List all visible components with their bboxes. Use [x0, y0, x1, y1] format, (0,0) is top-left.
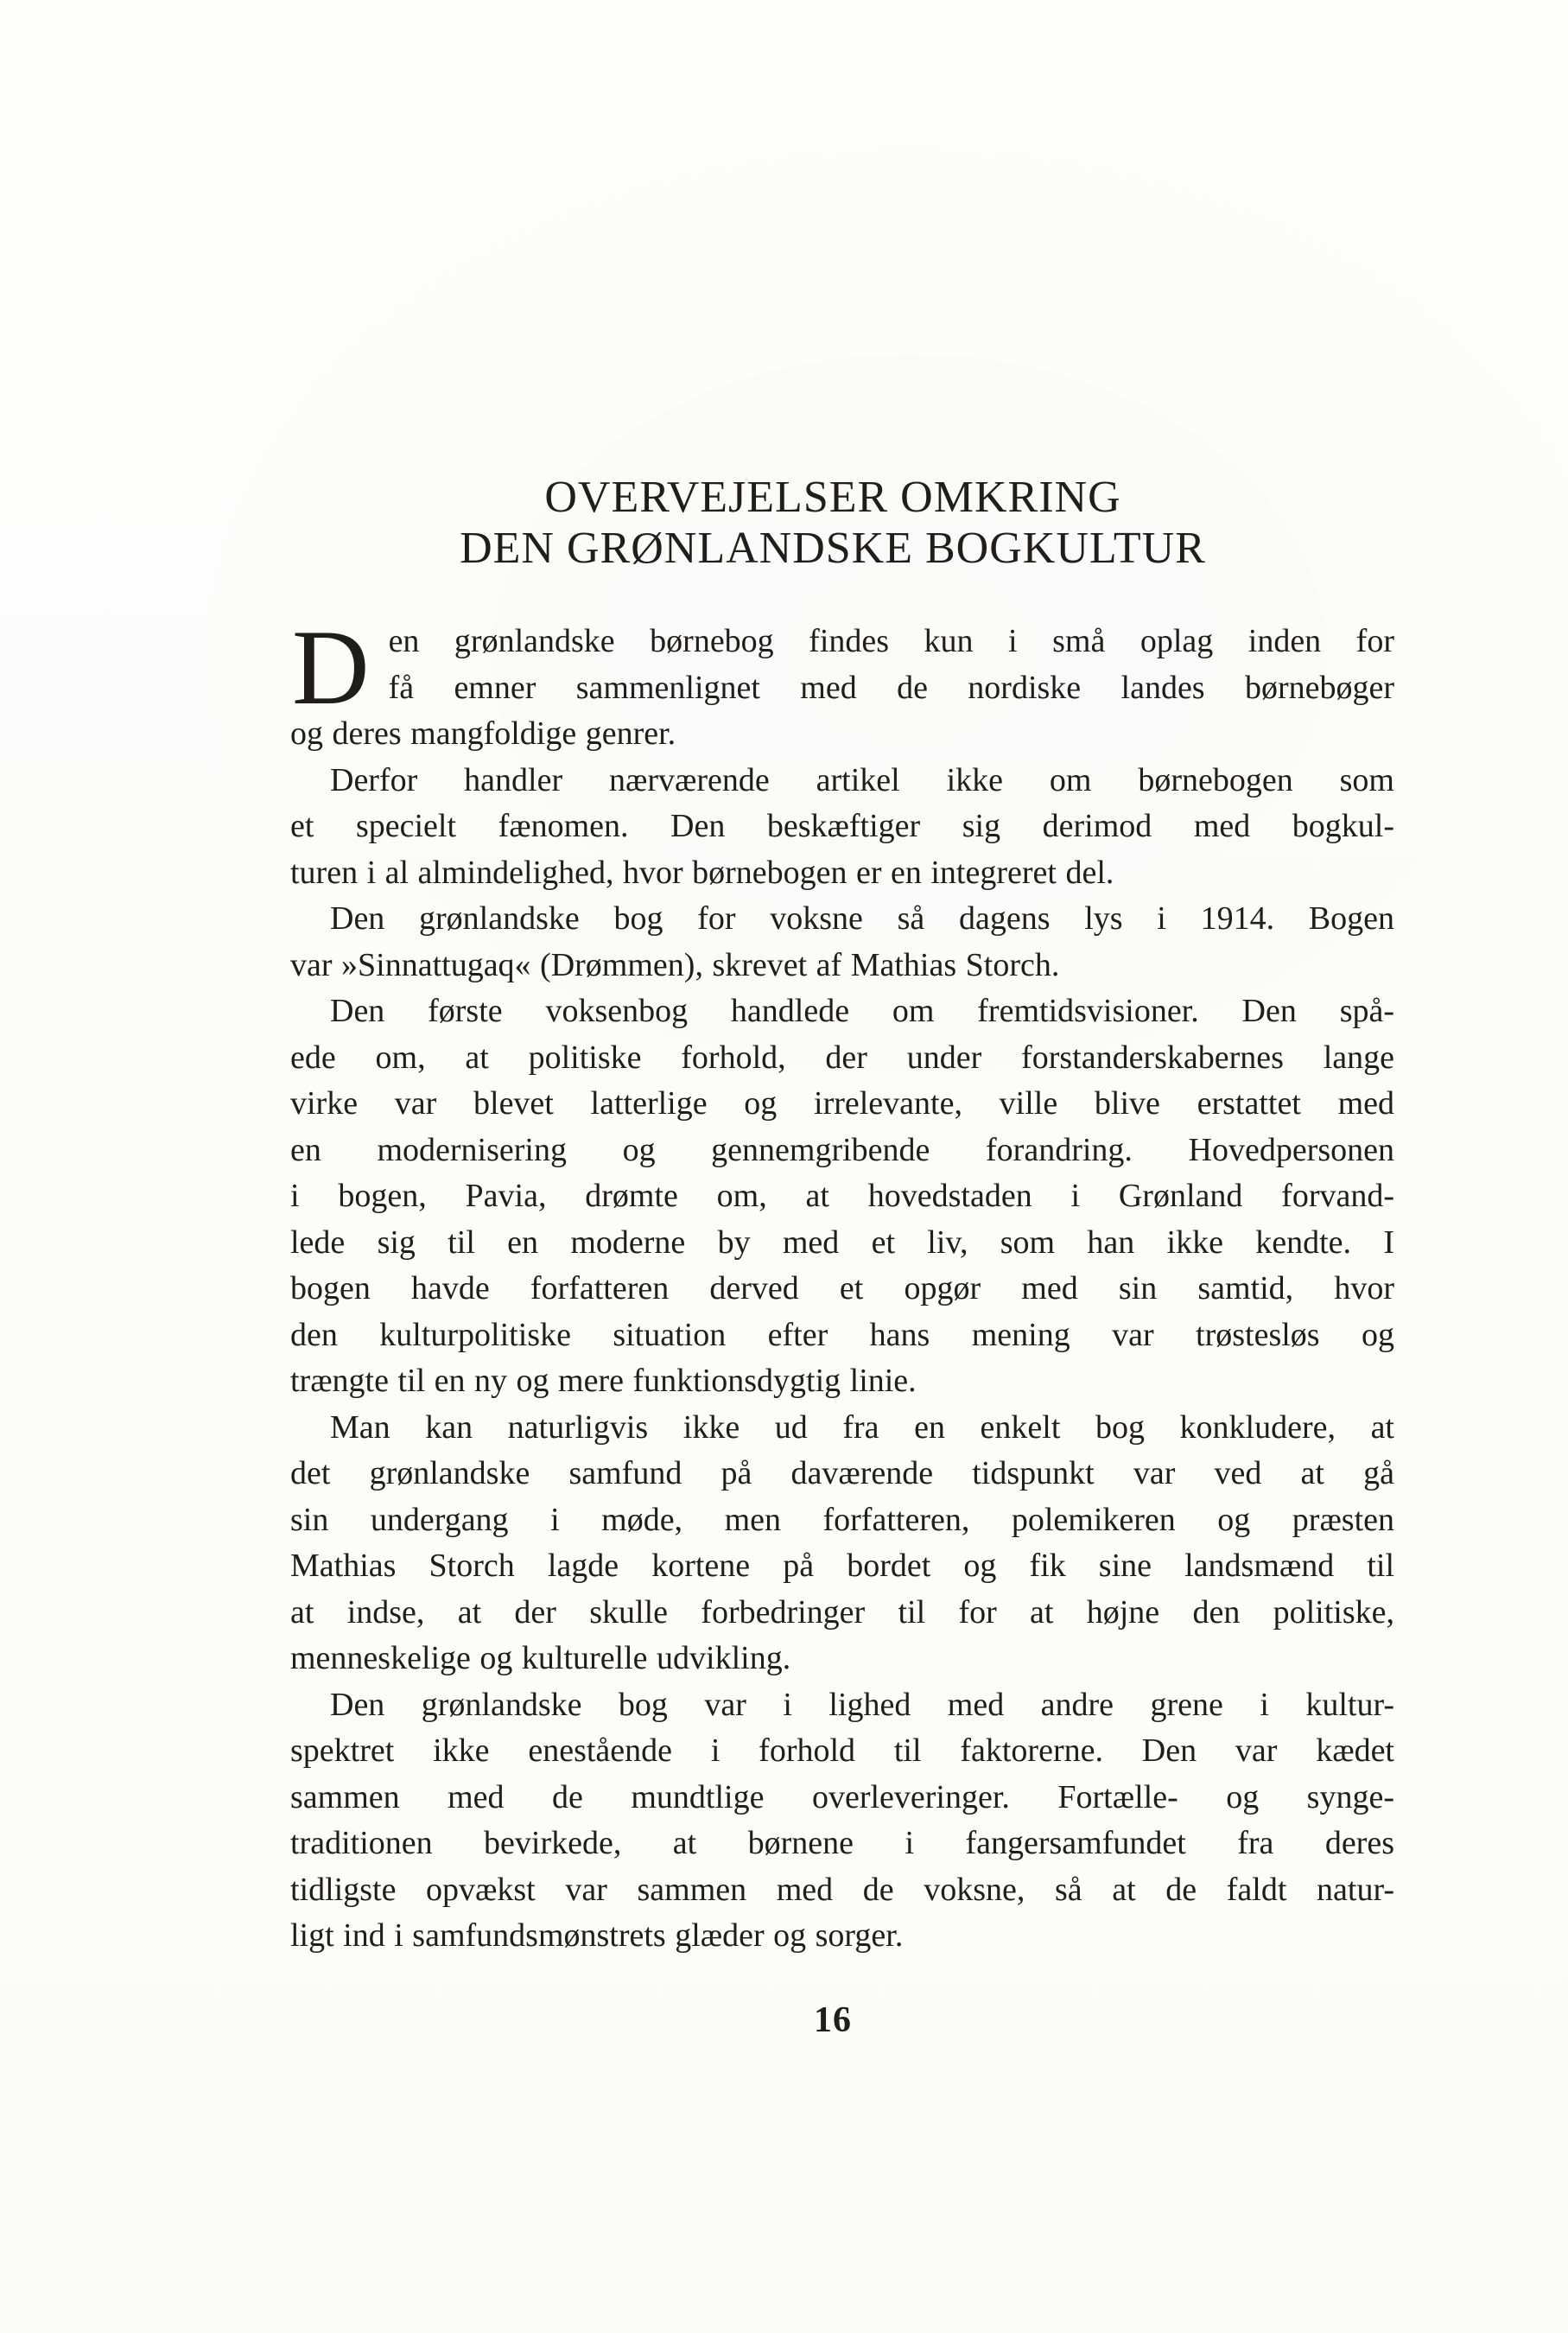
text-line: at indse, at der skulle forbedringer til for at højne den politiske,: [290, 1593, 1394, 1631]
text-line: var »Sinnattugaq« (Drømmen), skrevet af Mathias Storch.: [290, 946, 1060, 983]
paragraph: [290, 758, 1394, 897]
text-line: bogen havde forfatteren derved et opgør med sin samtid, hvor: [290, 1270, 1394, 1306]
text-line: i bogen, Pavia, drømte om, at hovedstaden i Grønland forvand-: [290, 1178, 1394, 1214]
body-text: [290, 608, 1394, 1960]
text-line: en modernisering og gennemgribende forandring. Hovedpersonen: [290, 1131, 1394, 1168]
text-line: virke var blevet latterlige og irrelevante, ville blive erstattet med: [290, 1085, 1394, 1122]
text-line: og deres mangfoldige genrer.: [290, 715, 676, 752]
text-line: Den grønlandske bog for voksne så dagens lys i 1914. Bogen: [330, 900, 1394, 937]
text-line: lede sig til en moderne by med et liv, som han ikke kendte. I: [290, 1224, 1394, 1261]
text-line: det grønlandske samfund på daværende tidspunkt var ved at gå: [290, 1455, 1394, 1491]
text-line: sin undergang i møde, men forfatteren, polemikeren og præsten: [290, 1501, 1394, 1538]
page-number: 16: [814, 2000, 852, 2040]
title-line-1: OVERVEJELSER OMKRING: [544, 473, 1121, 522]
text-line: Den grønlandske bog var i lighed med andre grene i kultur-: [330, 1686, 1394, 1723]
text-line: Man kan naturligvis ikke ud fra en enkelt bog konkludere, at: [330, 1408, 1394, 1446]
text-line: Derfor handler nærværende artikel ikke om børnebogen som: [330, 761, 1394, 798]
text-line: menneskelige og kulturelle udvikling.: [290, 1640, 791, 1676]
text-line: turen i al almindelighed, hvor børnebogen er en integreret del.: [290, 854, 1114, 891]
drop-cap: D: [292, 608, 370, 727]
text-line: den kulturpolitiske situation efter hans mening var trøstesløs og: [290, 1316, 1394, 1353]
text-line: trængte til en ny og mere funktionsdygtig linie.: [290, 1363, 917, 1399]
chapter-title: [290, 472, 1375, 574]
paragraph: [290, 608, 1394, 758]
text-line: få emner sammenlignet med de nordiske landes børnebøger: [388, 669, 1394, 706]
paragraph: [290, 1682, 1394, 1960]
text-line: traditionen bevirkede, at børnene i fangersamfundet fra deres: [290, 1825, 1394, 1861]
text-line: sammen med de mundtlige overleveringer. Fortælle- og synge-: [290, 1778, 1394, 1815]
text-line: spektret ikke enestående i forhold til faktorerne. Den var kædet: [290, 1732, 1394, 1769]
text-line: Den første voksenbog handlede om fremtidsvisioner. Den spå-: [330, 993, 1394, 1029]
text-line: ede om, at politiske forhold, der under forstanderskabernes lange: [290, 1039, 1394, 1076]
text-line: Mathias Storch lagde kortene på bordet og fik sine landsmænd til: [290, 1548, 1394, 1584]
text-line: en grønlandske børnebog findes kun i små oplag inden for: [388, 623, 1394, 659]
text-line: ligt ind i samfundsmønstrets glæder og sorger.: [290, 1917, 904, 1954]
paragraph: [290, 989, 1394, 1405]
title-line-2: DEN GRØNLANDSKE BOGKULTUR: [460, 524, 1206, 573]
text-line: et specielt fænomen. Den beskæftiger sig derimod med bogkul-: [290, 808, 1394, 844]
paragraph: [290, 896, 1394, 989]
text-line: tidligste opvækst var sammen med de voksne, så at de faldt natur-: [290, 1871, 1394, 1908]
paragraph: [290, 1405, 1394, 1682]
